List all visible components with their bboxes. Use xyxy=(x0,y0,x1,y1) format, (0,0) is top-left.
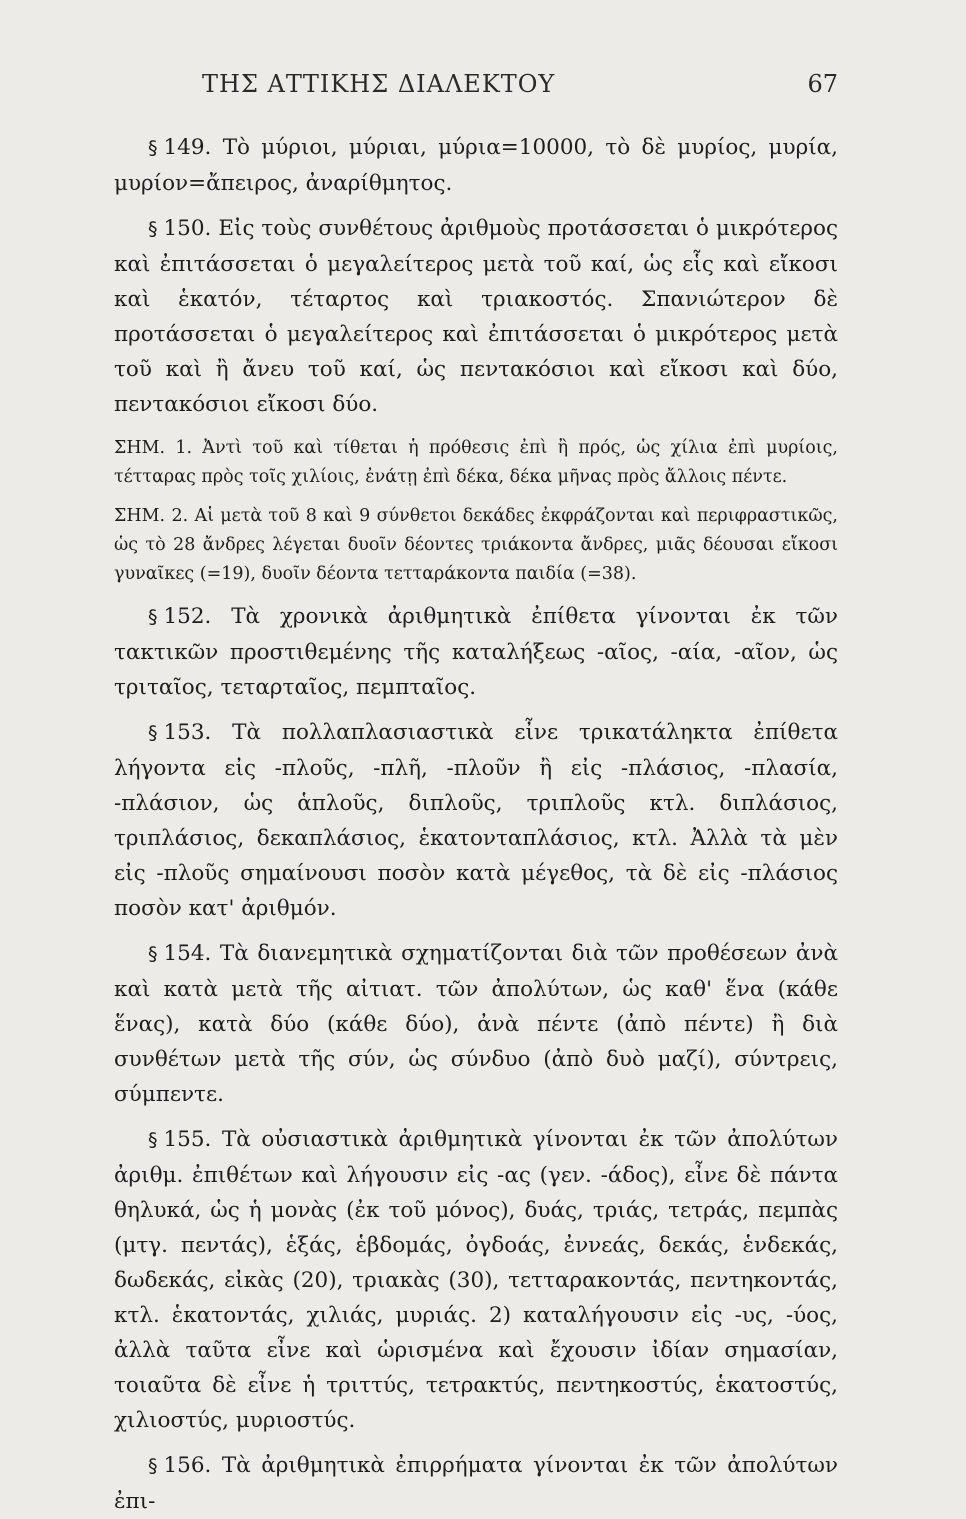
notes-block xyxy=(114,434,838,589)
paragraph-152 xyxy=(114,599,838,705)
note-2: ΣΗΜ. 2. Αἱ μετὰ τοῦ 8 καὶ 9 σύνθετοι δεκάδες ἐκφράζονται καὶ περιφραστικῶς, ὡς τὸ 28 ἄνδρες λέγεται δυοῖν δέοντες τριάκοντα ἄνδρες, μιᾶς δέουσαι εἴκοσι γυναῖκες (=19), δυοῖν δέοντα τετταράκοντα παιδία (=38). xyxy=(114,506,838,584)
running-title: ΤΗΣ ΑΤΤΙΚΗΣ ΔΙΑΛΕΚΤΟΥ xyxy=(202,70,556,98)
section-sign: § xyxy=(148,943,158,965)
paragraph-text: 153. Τὰ πολλαπλασιαστικὰ εἶνε τρικατάληκτα ἐπίθετα λήγοντα εἰς -πλοῦς, -πλῆ, -πλοῦν ἢ εἰς -πλάσιος, -πλασία, -πλάσιον, ὡς ἁπλοῦς, διπλοῦς, τριπλοῦς κτλ. διπλάσιος, τριπλάσιος, δεκαπλάσιος, ἑκατονταπλάσιος, κτλ. Ἀλλὰ τὰ μὲν εἰς -πλοῦς σημαίνουσι ποσὸν κατὰ μέγεθος, τὰ δὲ εἰς -πλάσιος ποσὸν κατ' ἀριθμόν. xyxy=(114,720,838,921)
section-sign: § xyxy=(148,218,158,240)
paragraph-text: 155. Τὰ οὐσιαστικὰ ἀριθμητικὰ γίνονται ἐκ τῶν ἀπολύτων ἀριθμ. ἐπιθέτων καὶ λήγουσιν εἰς -ας (γεν. -άδος), εἶνε δὲ πάντα θηλυκά, ὡς ἡ μονὰς (ἐκ τοῦ μόνος), δυάς, τριάς, τετράς, πεμπὰς (μτγ. πεντάς), ἑξάς, ἑβδομάς, ὀγδοάς, ἐννεάς, δεκάς, ἑνδεκάς, δωδεκάς, εἰκὰς (20), τριακὰς (30), τετταρακοντάς, πεντηκοντάς, κτλ. ἑκατοντάς, χιλιάς, μυριάς. 2) καταλήγουσιν εἰς -υς, -ύος, ἀλλὰ ταῦτα εἶνε καὶ ὡρισμένα καὶ ἔχουσιν ἰδίαν σημασίαν, τοιαῦτα δὲ εἶνε ἡ τριττύς, τετρακτύς, πεντηκοστύς, ἑκατοστύς, χιλιοστύς, μυριοστύς. xyxy=(114,1127,838,1433)
paragraph-150 xyxy=(114,211,838,422)
paragraph-text: 150. Εἰς τοὺς συνθέτους ἀριθμοὺς προτάσσεται ὁ μικρότερος καὶ ἐπιτάσσεται ὁ μεγαλείτερος μετὰ τοῦ καί, ὡς εἷς καὶ εἴκοσι καὶ ἑκατόν, τέταρτος καὶ τριακοστός. Σπανιώτερον δὲ προτάσσεται ὁ μεγαλείτερος καὶ ἐπιτάσσεται ὁ μικρότερος μετὰ τοῦ καὶ ἢ ἄνευ τοῦ καί, ὡς πεντακόσιοι καὶ εἴκοσι καὶ δύο, πεντακόσιοι εἴκοσι δύο. xyxy=(114,216,838,417)
note-1: ΣΗΜ. 1. Ἀντὶ τοῦ καὶ τίθεται ἡ πρόθεσις ἐπὶ ἢ πρός, ὡς χίλια ἐπὶ μυρίοις, τέτταρας πρὸς τοῖς χιλίοις, ἐνάτῃ ἐπὶ δέκα, δέκα μῆνας πρὸς ἄλλοις πέντε. xyxy=(114,438,838,487)
paragraph-154 xyxy=(114,936,838,1112)
paragraph-153 xyxy=(114,715,838,926)
page-number: 67 xyxy=(807,70,838,98)
paragraph-text: 154. Τὰ διανεμητικὰ σχηματίζονται διὰ τῶν προθέσεων ἀνὰ καὶ κατὰ μετὰ τῆς αἰτιατ. τῶν ἀπολύτων, ὡς καθ' ἕνα (κάθε ἕνας), κατὰ δύο (κάθε δύο), ἀνὰ πέντε (ἀπὸ πέντε) ἢ διὰ συνθέτων μετὰ τῆς σύν, ὡς σύνδυο (ἀπὸ δυὸ μαζί), σύντρεις, σύμπεντε. xyxy=(114,941,838,1107)
running-head xyxy=(114,70,838,120)
section-sign: § xyxy=(148,606,158,628)
section-sign: § xyxy=(148,137,158,159)
paragraph-156 xyxy=(114,1448,838,1519)
section-sign: § xyxy=(148,1129,158,1151)
section-sign: § xyxy=(148,1455,158,1477)
paragraph-149 xyxy=(114,130,838,201)
paragraph-text: 152. Τὰ χρονικὰ ἀριθμητικὰ ἐπίθετα γίνονται ἐκ τῶν τακτικῶν προστιθεμένης τῆς καταλήξεως -αῖος, -αία, -αῖον, ὡς τριταῖος, τεταρταῖος, πεμπταῖος. xyxy=(114,604,838,700)
paragraph-text: 156. Τὰ ἀριθμητικὰ ἐπιρρήματα γίνονται ἐκ τῶν ἀπολύτων ἐπι- xyxy=(114,1453,838,1514)
section-sign: § xyxy=(148,722,158,744)
paragraph-155 xyxy=(114,1122,838,1438)
paragraph-text: 149. Τὸ μύριοι, μύριαι, μύρια=10000, τὸ δὲ μυρίος, μυρία, μυρίον=ἄπειρος, ἀναρίθμητος. xyxy=(114,135,838,196)
